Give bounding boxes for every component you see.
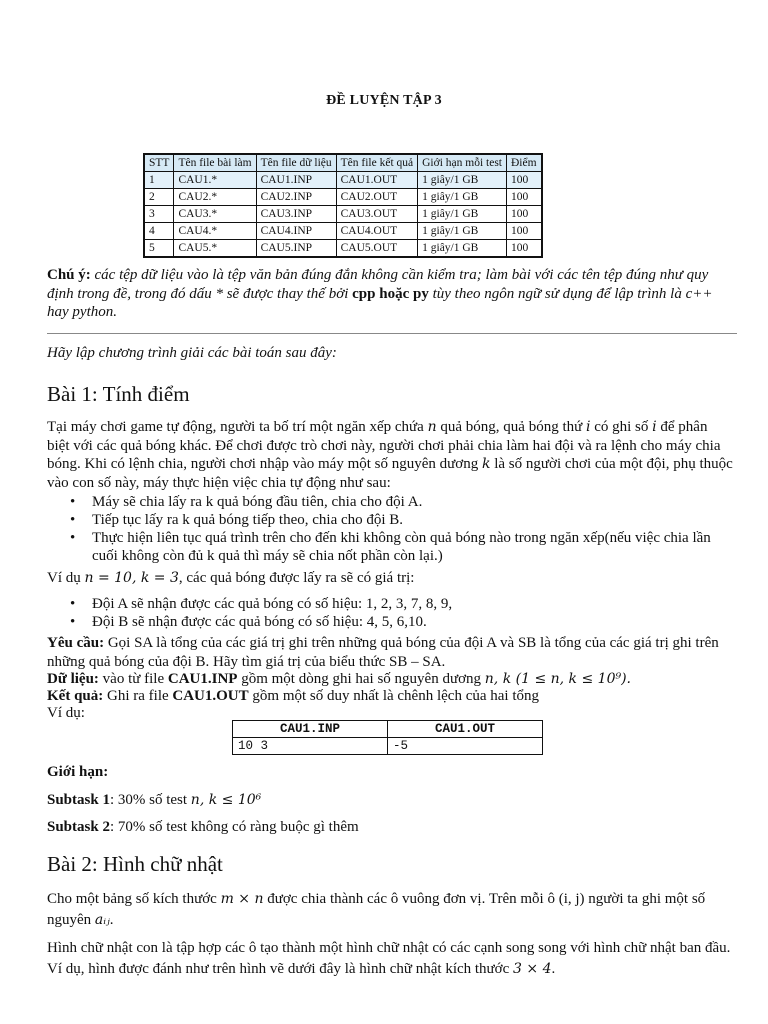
requirement-label: Yêu cầu:	[47, 635, 105, 651]
divider	[47, 333, 737, 334]
subtask-2	[47, 819, 359, 836]
cell: CAU1.*	[174, 172, 256, 189]
text-run: Tại máy chơi game tự động, người ta bố trí một ngăn xếp chứa	[47, 419, 428, 435]
cell: CAU2.OUT	[336, 189, 417, 206]
text-run: để phân biệt với các quả bóng khác. Để chơi được trò chơi này, người chơi phải chia làm hai đội và ra lệnh cho máy chia bóng. Khi có lệnh chia, người chơi nhập vào máy một số nguyên dương	[47, 419, 721, 472]
list-item: • Tiếp tục lấy ra k quả bóng tiếp theo, chia cho đội B.	[70, 511, 734, 529]
output-label: Kết quả:	[47, 688, 104, 704]
io-input-cell: 10 3	[233, 738, 388, 755]
cell: 5	[144, 240, 174, 258]
list-item: • Đội A sẽ nhận được các quả bóng có số hiệu: 1, 2, 3, 7, 8, 9,	[70, 595, 734, 613]
text-run: gồm một dòng ghi hai số nguyên dương	[237, 671, 485, 687]
note-text-1: các tệp dữ liệu vào là tệp văn bản đúng đắn không cần kiểm tra; làm bài với các tên tệp đúng như quy định trong đề, trong đó dấu * sẽ được thay thế bởi	[47, 267, 709, 302]
cell: CAU5.OUT	[336, 240, 417, 258]
cell: 1 giây/1 GB	[418, 189, 507, 206]
col-stt: STT	[144, 154, 174, 172]
text-run: quả bóng, quả bóng thứ	[436, 419, 586, 435]
text-run: Cho một bảng số kích thước	[47, 891, 221, 907]
cell: CAU2.*	[174, 189, 256, 206]
cell: CAU5.INP	[256, 240, 336, 258]
heading-number: Bài 1	[47, 382, 92, 406]
note-paragraph	[47, 266, 737, 322]
text-run: Ghi ra file	[103, 688, 173, 704]
cell: 100	[507, 189, 542, 206]
io-output-cell: -5	[388, 738, 543, 755]
cell: 1 giây/1 GB	[418, 172, 507, 189]
bai1-rules-list	[70, 493, 734, 565]
input-label: Dữ liệu:	[47, 671, 99, 687]
text-run: : 30% số test	[109, 792, 191, 808]
list-item: • Thực hiện liên tục quá trình trên cho đến khi không còn quả bóng nào trong ngăn xếp(nếu việc chia lần cuối không còn đủ k quả thì máy sẽ chia nốt phần còn lại.)	[70, 529, 734, 565]
cell: 2	[144, 189, 174, 206]
subtask-2-label: Subtask 2	[47, 819, 110, 835]
col-time-limit: Giới hạn mỗi test	[418, 154, 507, 172]
math-dimensions: m × n	[220, 891, 264, 907]
math-constraint: n, k (1 ≤ n, k ≤ 10⁹).	[484, 671, 632, 687]
text-run: .	[109, 912, 114, 928]
cell: 1 giây/1 GB	[418, 240, 507, 258]
example-io-table	[232, 720, 543, 755]
cell: 1	[144, 172, 174, 189]
text-run: Hình chữ nhật con là tập hợp các ô tạo thành một hình chữ nhật có các cạnh song song với hình chữ nhật ban đầu. Ví dụ, hình được đánh như trên hình vẽ dưới đây là hình chữ nhật kích thước	[47, 940, 731, 977]
cell: CAU2.INP	[256, 189, 336, 206]
cell: CAU4.OUT	[336, 223, 417, 240]
note-text-2: tùy theo ngôn ngữ sử dụng để lập trình là c++ hay python.	[47, 285, 713, 320]
text-run: gồm một số duy nhất là chênh lệch của hai tổng	[248, 688, 540, 704]
limits-label: Giới hạn:	[47, 764, 109, 780]
text-run: Gọi SA là tổng của các giá trị ghi trên những quả bóng của đội A và SB là tổng của các giá trị ghi trên những quả bóng của đội B. Hãy tìm giá trị của biểu thức SB – SA.	[47, 635, 719, 670]
table-row	[144, 189, 542, 206]
text-run: là số người chơi của một đội, phụ thuộc vào con số này, máy thực hiện việc chia tự động như sau:	[47, 456, 733, 491]
subtask-1	[47, 792, 261, 809]
cell: 1 giây/1 GB	[418, 223, 507, 240]
io-row	[233, 738, 543, 755]
cell: CAU3.INP	[256, 206, 336, 223]
table-row	[144, 223, 542, 240]
io-input-header: CAU1.INP	[233, 721, 388, 738]
cell: 100	[507, 206, 542, 223]
io-output-header: CAU1.OUT	[388, 721, 543, 738]
list-item: • Máy sẽ chia lấy ra k quả bóng đầu tiên, chia cho đội A.	[70, 493, 734, 511]
heading-title: : Hình chữ nhật	[91, 852, 223, 876]
output-filename: CAU1.OUT	[172, 688, 249, 704]
cell: 1 giây/1 GB	[418, 206, 507, 223]
text-run: .	[551, 961, 556, 977]
table-row	[144, 172, 542, 189]
file-spec-header-row	[144, 154, 542, 172]
list-item: • Đội B sẽ nhận được các quả bóng có số hiệu: 4, 5, 6,10.	[70, 613, 734, 631]
output-spec-line	[47, 688, 539, 705]
cell: CAU5.*	[174, 240, 256, 258]
math-n: n	[427, 419, 437, 435]
text-run: được chia thành các ô vuông đơn vị. Trên mỗi ô (i, j) người ta ghi một số nguyên	[47, 891, 706, 928]
input-spec-line	[47, 671, 631, 688]
text-run: Ví dụ	[47, 570, 85, 586]
document-title: ĐỀ LUYỆN TẬP 3	[326, 93, 442, 108]
math-aij: aᵢⱼ	[94, 912, 110, 928]
cell: CAU3.*	[174, 206, 256, 223]
heading-title: : Tính điểm	[91, 382, 190, 406]
col-input-file: Tên file dữ liệu	[256, 154, 336, 172]
cell: CAU4.INP	[256, 223, 336, 240]
text-run: có ghi số	[590, 419, 653, 435]
math-i: i	[652, 419, 657, 435]
section-heading-bai2	[47, 852, 223, 877]
math-subtask-1: n, k ≤ 10⁶	[190, 792, 262, 808]
io-header-row	[233, 721, 543, 738]
bai1-description	[47, 418, 733, 492]
cell: CAU1.INP	[256, 172, 336, 189]
bai2-paragraph-2	[47, 938, 733, 980]
cell: 100	[507, 240, 542, 258]
text-run: , các quả bóng được lấy ra sẽ có giá trị:	[178, 570, 415, 586]
col-score: Điểm	[507, 154, 542, 172]
note-label: Chú ý:	[47, 267, 91, 283]
text-run: : 70% số test không có ràng buộc gì thêm	[109, 819, 359, 835]
col-output-file: Tên file kết quả	[336, 154, 417, 172]
intro-text: Hãy lập chương trình giải các bài toán sau đây:	[47, 345, 337, 361]
section-heading-bai1	[47, 382, 190, 407]
cell: CAU4.*	[174, 223, 256, 240]
cell: 3	[144, 206, 174, 223]
table-row	[144, 240, 542, 258]
requirement-paragraph	[47, 634, 733, 671]
cell: CAU3.OUT	[336, 206, 417, 223]
example-line	[47, 570, 414, 587]
cell: 100	[507, 172, 542, 189]
col-source-file: Tên file bài làm	[174, 154, 256, 172]
input-filename: CAU1.INP	[167, 671, 238, 687]
file-spec-table	[143, 153, 543, 258]
cell: 4	[144, 223, 174, 240]
example-label: Ví dụ:	[47, 705, 85, 721]
bai2-paragraph-1	[47, 889, 733, 931]
subtask-1-label: Subtask 1	[47, 792, 110, 808]
math-size: 3 × 4	[513, 961, 552, 977]
heading-number: Bài 2	[47, 852, 92, 876]
text-run: vào từ file	[98, 671, 168, 687]
math-i: i	[586, 419, 591, 435]
cell: 100	[507, 223, 542, 240]
cell: CAU1.OUT	[336, 172, 417, 189]
example-list	[70, 595, 734, 631]
note-emphasis: cpp hoặc py	[352, 285, 429, 302]
table-row	[144, 206, 542, 223]
math-k: k	[482, 456, 491, 472]
math-example: n = 10, k = 3	[84, 570, 179, 586]
